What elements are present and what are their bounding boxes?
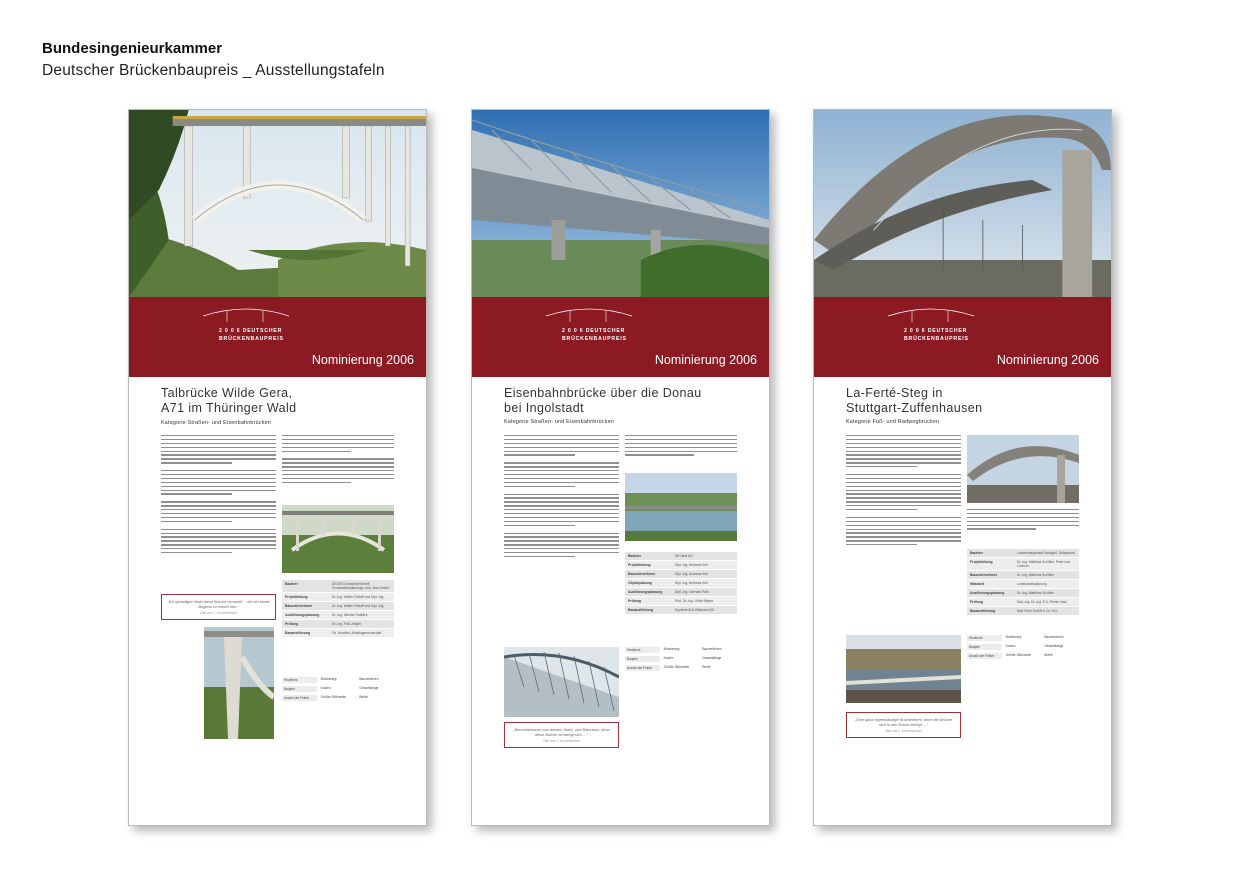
poster-title: Talbrücke Wilde Gera, A71 im Thüringer Wald: [161, 386, 297, 415]
poster-talbruecke-wilde-gera: [128, 109, 427, 826]
bridge-underside-photo: [504, 647, 619, 717]
nomination-banner: [472, 297, 769, 377]
page-subtitle: Deutscher Brückenbaupreis _ Ausstellungstafeln: [42, 62, 385, 79]
nomination-banner: [814, 297, 1111, 377]
poster-content: [814, 377, 1111, 826]
nomination-label: Nominierung 2006: [996, 353, 1099, 367]
jury-quote: „Ein geradliger Wald diese Brücke vernunft! …ich bin bereit Bogens zu neben ihm.“ Zitat aus 1, Jurorenbericht: [161, 594, 276, 620]
body-text-left: [504, 435, 619, 560]
project-stats: Hindernis Brückentyp Bauverfahren Baujahr Kosten Gesamtlänge Anzahl der Felder Größte Stützweite Breite: [969, 635, 1064, 658]
project-facts-table: Bauherr Landeshauptstadt Stuttgart, Tiefbauamt Projektleitung Dr.-Ing. Matthias Schüller, Peter und Lochner Bauunternehmer Dr.-Ing. Matthias Schüller Mitarbeit Landschaftsplanung Ausführungsplanung Dr.-Ing. Matthias Schüller Prüfung Dipl.-Ing. Dr.-Ing. E.h. Reiner Saul Bauausführung Max Frieh GmbH & Co. KG: [967, 549, 1079, 616]
nomination-banner: [129, 297, 426, 377]
river-bridge-photo: [625, 473, 737, 541]
brueckenbaupreis-logo: 2 0 0 6 DEUTSCHER BRÜCKENBAUPREIS: [544, 306, 634, 348]
nomination-label: Nominierung 2006: [654, 353, 757, 367]
jury-quote: „Eine ganz eigenständige Brückenform, denn die Brücke sich in den Raum einfügt …“ Zitat aus 1, Jurorenbericht: [846, 712, 961, 738]
brueckenbaupreis-logo: 2 0 0 6 DEUTSCHER BRÜCKENBAUPREIS: [201, 306, 291, 348]
poster-photo: [472, 110, 769, 297]
body-text-right: [625, 435, 737, 458]
poster-category: Kategorie Straßen- und Eisenbahnbrücken: [161, 420, 271, 426]
jury-quote: „Bemerkenswert aus diesem Stahl- und Betonbau, denn diese Brücke schwingt sich …“ Zitat aus 1, Jurorenbericht: [504, 722, 619, 748]
organization-title: Bundesingenieurkammer: [42, 40, 223, 57]
poster-category: Kategorie Straßen- und Eisenbahnbrücken: [504, 419, 614, 425]
project-stats: Hindernis Brückentyp Bauverfahren Baujahr Kosten Gesamtlänge Anzahl der Felder Größte Stützweite Breite: [627, 647, 722, 670]
riverside-bridge-photo: [846, 635, 961, 703]
poster-photo: [814, 110, 1111, 297]
poster-title: Eisenbahnbrücke über die Donau bei Ingolstadt: [504, 386, 702, 415]
poster-content: [472, 377, 769, 826]
footbridge-curve-photo: [967, 435, 1079, 503]
project-stats: Hindernis Brückentyp Bauverfahren Baujahr Kosten Gesamtlänge Anzahl der Felder Größte Stützweite Breite: [284, 677, 379, 700]
body-text-left: [846, 435, 961, 548]
poster-eisenbahnbruecke-donau: [471, 109, 770, 826]
poster-photo: [129, 110, 426, 297]
bridge-construction-photo: [282, 505, 394, 573]
poster-la-ferte-steg: [813, 109, 1112, 826]
poster-category: Kategorie Fuß- und Radwegbrücken: [846, 419, 940, 425]
brueckenbaupreis-logo: 2 0 0 6 DEUTSCHER BRÜCKENBAUPREIS: [886, 306, 976, 348]
nomination-label: Nominierung 2006: [311, 353, 414, 367]
poster-title: La-Ferté-Steg in Stuttgart-Zuffenhausen: [846, 386, 983, 415]
poster-content: [129, 377, 426, 826]
project-facts-table: Bauherr DB Netz AG Projektleitung Dipl.-Ing. Andreas Keil Bauunternehmer Dipl.-Ing. Andreas Keil Objektplanung Dipl.-Ing. Andreas Keil Ausführungsplanung Dipl.-Ing. Gerhard Pahl Prüfung Prof. Dr.-Ing. Ulrich Meyer Bauausführung Dyckerhoff & Widmann AG: [625, 552, 737, 615]
pier-detail-photo: [204, 627, 274, 739]
photo-caption: [967, 509, 1079, 532]
body-text-right: [282, 435, 394, 486]
body-text-left: [161, 435, 276, 556]
project-facts-table: Bauherr DEGES Deutsche Einheit Fernstraßenplanungs- und -bau GmbH Projektleitung Dr.-Ing. Walter Fitzlaff und Dipl.-Ing. Bauunternehmer Dr.-Ing. Walter Fitzlaff und Dipl.-Ing. Ausführungsplanung Dr.-Ing. Werner Grablick Prüfung Dr.-Ing. Fritz Ziegler Bauausführung Fa. Hochtief, Arbeitsgemeinschaft: [282, 580, 394, 638]
